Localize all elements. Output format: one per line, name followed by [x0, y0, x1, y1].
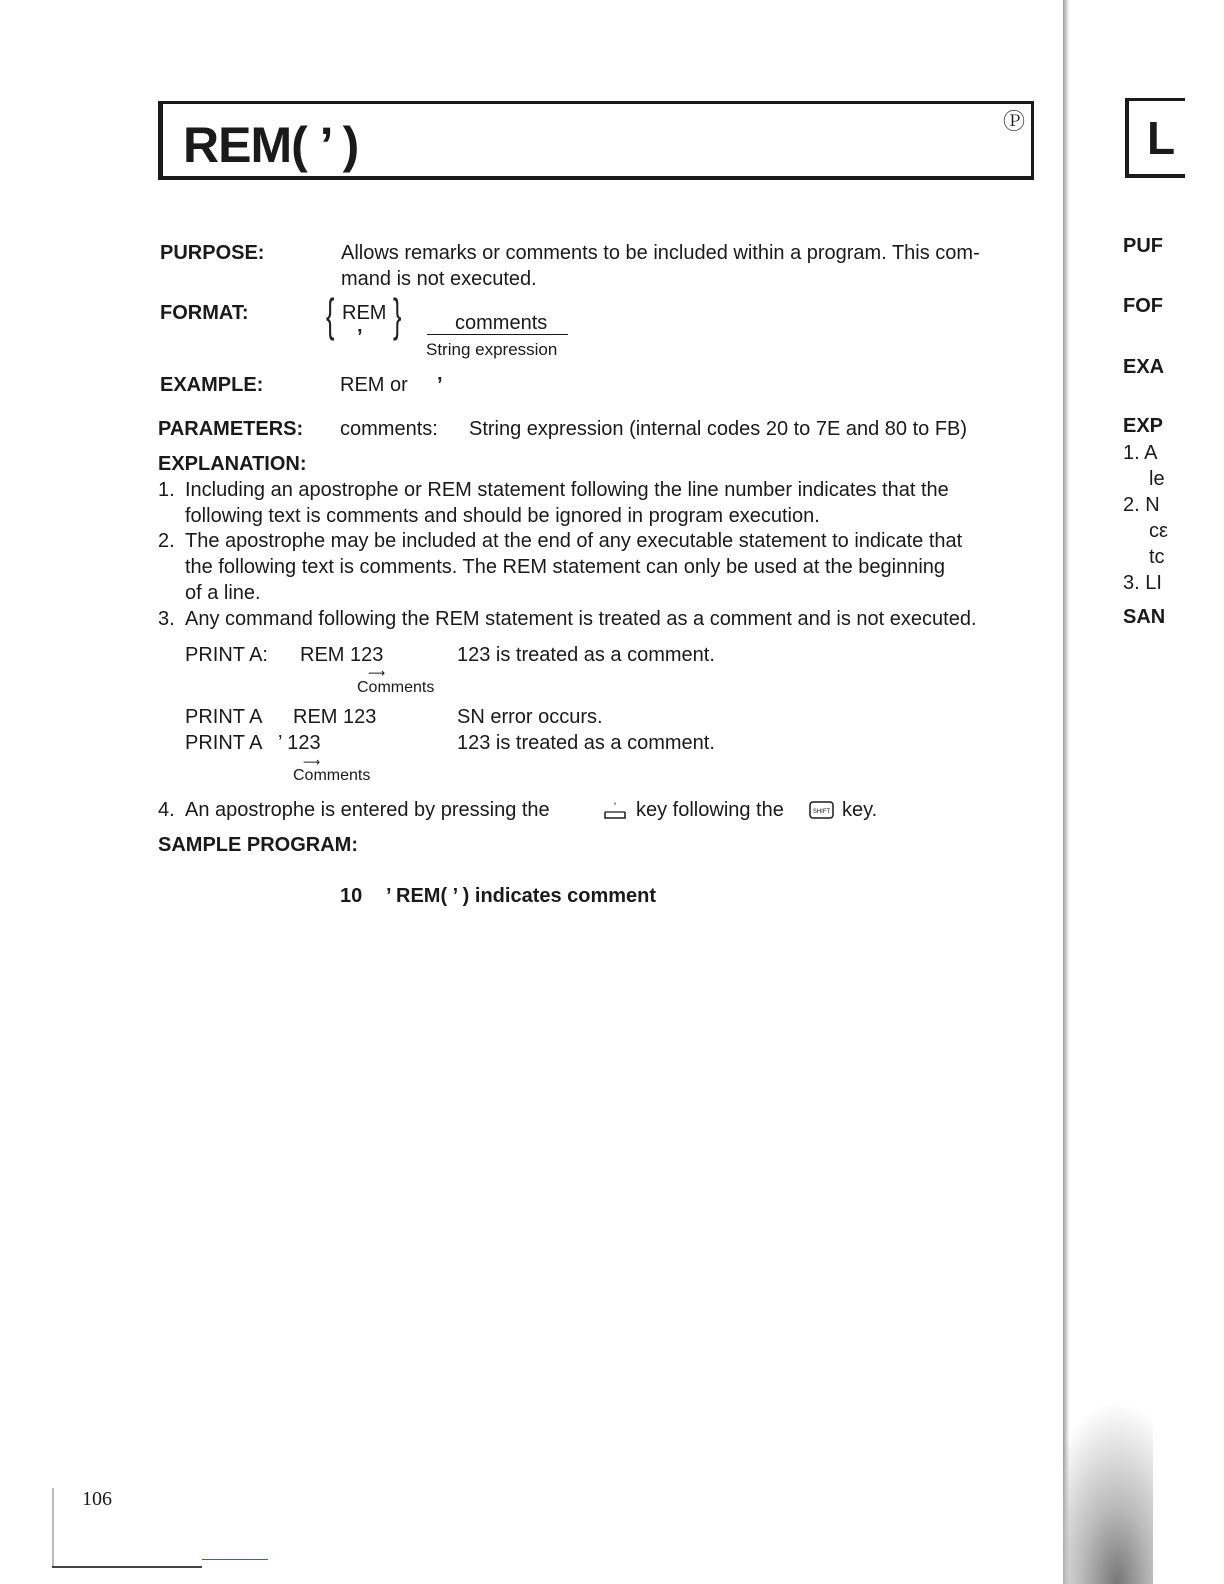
format-underline [427, 334, 568, 335]
sample-code: ’ REM( ’ ) indicates comment [386, 885, 657, 907]
adjacent-heading-2: FOF [1123, 295, 1163, 317]
example-row-3-label: Comments [293, 767, 371, 784]
example-row-1-arrow-icon: ⟶ [368, 666, 386, 680]
page-title: REM( ’ ) [183, 117, 359, 173]
format-label: FORMAT: [160, 302, 249, 324]
adjacent-heading-3: EXA [1123, 356, 1165, 378]
example-apostrophe: ’ [437, 374, 443, 396]
adjacent-item-2-cont: cε [1149, 520, 1168, 542]
format-option-apostrophe: ’ [357, 326, 363, 348]
example-row-1-label: Comments [357, 679, 435, 696]
svg-text:’: ’ [613, 801, 617, 813]
example-row-3-arrow-icon: ⟶ [303, 755, 321, 769]
example-text: REM or [340, 374, 408, 396]
explanation-item-1-line-2: following text is comments and should be ignored in program execution. [185, 505, 820, 527]
sample-line-number: 10 [340, 885, 363, 907]
left-brace: { [326, 289, 335, 341]
right-brace: } [393, 289, 402, 341]
explanation-label: EXPLANATION: [158, 453, 307, 475]
example-row-2-rem: REM 123 [293, 706, 377, 728]
format-option-rem: REM [342, 302, 387, 324]
shift-key-icon [809, 800, 835, 820]
page-number: 106 [82, 1488, 112, 1510]
adjacent-heading-4: EXP [1123, 415, 1164, 437]
purpose-line-1: Allows remarks or comments to be included within a program. This com- [341, 242, 980, 264]
adjacent-page [1063, 0, 1224, 1584]
spine-shadow [1063, 1400, 1153, 1584]
adjacent-item-1-cont: le [1149, 468, 1165, 490]
explanation-item-2-line-3: of a line. [185, 582, 261, 604]
example-label: EXAMPLE: [160, 374, 264, 396]
format-argument: comments [455, 312, 548, 334]
apostrophe-key-icon [602, 798, 628, 820]
explanation-item-4-text-a: An apostrophe is entered by pressing the [185, 799, 550, 821]
adjacent-item-1: 1. A [1123, 442, 1158, 464]
explanation-item-2-number: 2. [158, 530, 175, 552]
purpose-label: PURPOSE: [160, 242, 265, 264]
explanation-item-4-text-b: key following the [636, 799, 784, 821]
program-mode-badge: Ⓟ [1002, 109, 1025, 134]
adjacent-heading-1: PUF [1123, 235, 1163, 257]
parameters-label: PARAMETERS: [158, 418, 304, 440]
example-row-1-rem: REM 123 [300, 644, 384, 666]
adjacent-title-box [1125, 98, 1185, 178]
example-row-1-note: 123 is treated as a comment. [457, 644, 715, 666]
explanation-item-3-line-1: Any command following the REM statement is treated as a comment and is not executed. [185, 608, 977, 630]
footer-rule [52, 1566, 202, 1568]
footer-rule-blue [202, 1559, 268, 1560]
sample-program-label: SAMPLE PROGRAM: [158, 834, 358, 856]
explanation-item-3-number: 3. [158, 608, 175, 630]
book-spine [1063, 0, 1069, 1584]
explanation-item-2-line-1: The apostrophe may be included at the end of any executable statement to indicate that [185, 530, 963, 552]
example-row-2-note: SN error occurs. [457, 706, 603, 728]
adjacent-heading-5: SAN [1123, 606, 1166, 628]
example-row-3-code: PRINT A [185, 732, 263, 754]
svg-text:SHIFT: SHIFT [812, 809, 831, 815]
explanation-item-4-text-c: key. [842, 799, 878, 821]
example-row-1-code: PRINT A: [185, 644, 268, 666]
purpose-line-2: mand is not executed. [341, 268, 537, 290]
example-row-3-note: 123 is treated as a comment. [457, 732, 715, 754]
example-row-3-rem: ’ 123 [278, 732, 321, 754]
page-edge-line [52, 1488, 54, 1568]
explanation-item-4-number: 4. [158, 799, 175, 821]
adjacent-title-letter: L [1147, 112, 1176, 164]
format-argument-type: String expression [426, 340, 558, 359]
adjacent-item-2: 2. N [1123, 494, 1160, 516]
explanation-item-1-number: 1. [158, 479, 175, 501]
parameter-description: String expression (internal codes 20 to 7E and 80 to FB) [469, 418, 968, 440]
adjacent-item-3: 3. LI [1123, 572, 1162, 594]
title-box [158, 101, 1034, 180]
adjacent-item-2-cont-2: tc [1149, 546, 1165, 568]
explanation-item-2-line-2: the following text is comments. The REM statement can only be used at the beginning [185, 556, 946, 578]
example-row-2-code: PRINT A [185, 706, 263, 728]
explanation-item-1-line-1: Including an apostrophe or REM statement following the line number indicates that the [185, 479, 949, 501]
parameter-name: comments: [340, 418, 438, 440]
